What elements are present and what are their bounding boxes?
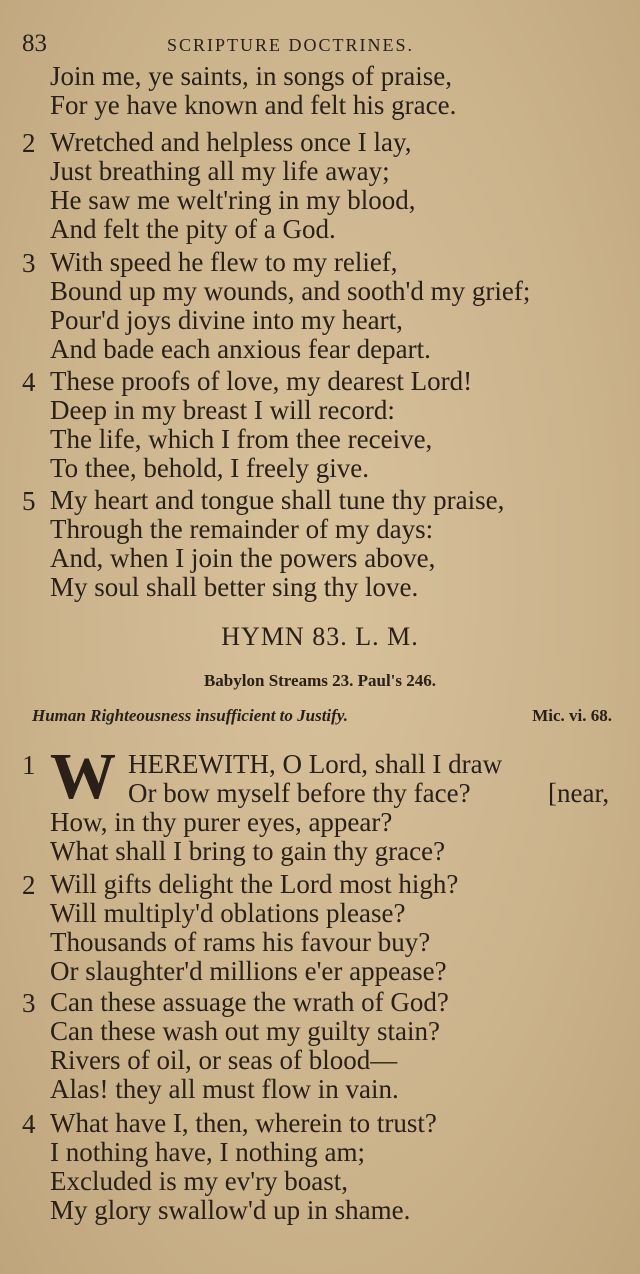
verse-line: Wretched and helpless once I lay,: [50, 127, 412, 157]
verse-line: With speed he flew to my relief,: [50, 247, 398, 277]
verse-line: Alas! they all must flow in vain.: [50, 1074, 399, 1104]
verse-line: My glory swallow'd up in shame.: [50, 1195, 411, 1225]
verse-line: What shall I bring to gain thy grace?: [50, 836, 446, 866]
verse-line: Will gifts delight the Lord most high?: [50, 869, 459, 899]
verse-line: He saw me welt'ring in my blood,: [50, 185, 416, 215]
verse-line: Thousands of rams his favour buy?: [50, 927, 431, 957]
verse-line: Just breathing all my life away;: [50, 156, 390, 186]
verse-line: Through the remainder of my days:: [50, 514, 434, 544]
verse-line: Will multiply'd oblations please?: [50, 898, 406, 928]
scripture-reference: Mic. vi. 68.: [532, 706, 612, 725]
verse-line: Pour'd joys divine into my heart,: [50, 305, 403, 335]
verse-line: To thee, behold, I freely give.: [50, 453, 369, 483]
verse-line: Rivers of oil, or seas of blood—: [50, 1045, 398, 1075]
drop-cap: W: [50, 740, 116, 813]
page-number: 83: [22, 30, 47, 57]
verse-line: My heart and tongue shall tune thy praise,: [50, 485, 505, 515]
hymn-topic: Human Righteousness insufficient to Justify.: [32, 706, 348, 725]
verse-line-text: Or bow myself before thy face?: [128, 778, 471, 808]
verse-number: 5: [22, 486, 36, 516]
verse-number: 4: [22, 1109, 36, 1139]
hymn-tunes: Babylon Streams 23. Paul's 246.: [203, 671, 437, 690]
verse-line: And bade each anxious fear depart.: [50, 334, 431, 364]
verse-line: HEREWITH, O Lord, shall I draw: [128, 749, 503, 779]
verse-line: And felt the pity of a God.: [50, 214, 336, 244]
verse-line: The life, which I from thee receive,: [50, 424, 433, 454]
page-header: [22, 30, 620, 62]
verse-line: Bound up my wounds, and sooth'd my grief;: [50, 276, 531, 306]
verse-number: 1: [22, 750, 36, 780]
verse-line: Deep in my breast I will record:: [50, 395, 395, 425]
verse-number: 3: [22, 988, 36, 1018]
continuation-lines: [0, 62, 640, 120]
verse-2-prev: [0, 128, 640, 244]
verse-line: These proofs of love, my dearest Lord!: [50, 366, 473, 396]
verse-4-prev: [0, 367, 640, 483]
verse-line: And, when I join the powers above,: [50, 543, 436, 573]
verse-line: Excluded is my ev'ry boast,: [50, 1166, 349, 1196]
verse-line: Or slaughter'd millions e'er appease?: [50, 956, 447, 986]
verse-line: Can these assuage the wrath of God?: [50, 987, 449, 1017]
verse-number: 2: [22, 870, 36, 900]
verse-2: [0, 870, 640, 986]
hymn-title: HYMN 83. L. M.: [221, 622, 419, 651]
hymn-subject: [32, 706, 622, 726]
verse-number: 3: [22, 248, 36, 278]
verse-line: My soul shall better sing thy love.: [50, 572, 419, 602]
verse-line: Join me, ye saints, in songs of praise,: [50, 61, 452, 91]
verse-4: [0, 1109, 640, 1225]
verse-line: How, in thy purer eyes, appear?: [50, 807, 393, 837]
verse-line: For ye have known and felt his grace.: [50, 90, 457, 120]
carried-over-word: [near,: [548, 778, 610, 808]
running-head: SCRIPTURE DOCTRINES.: [167, 35, 415, 55]
verse-3: [0, 988, 640, 1104]
verse-line: I nothing have, I nothing am;: [50, 1137, 365, 1167]
verse-number: 2: [22, 128, 36, 158]
verse-5-prev: [0, 486, 640, 602]
verse-3-prev: [0, 248, 640, 364]
verse-line: What have I, then, wherein to trust?: [50, 1108, 437, 1138]
verse-number: 4: [22, 367, 36, 397]
verse-line: Can these wash out my guilty stain?: [50, 1016, 440, 1046]
